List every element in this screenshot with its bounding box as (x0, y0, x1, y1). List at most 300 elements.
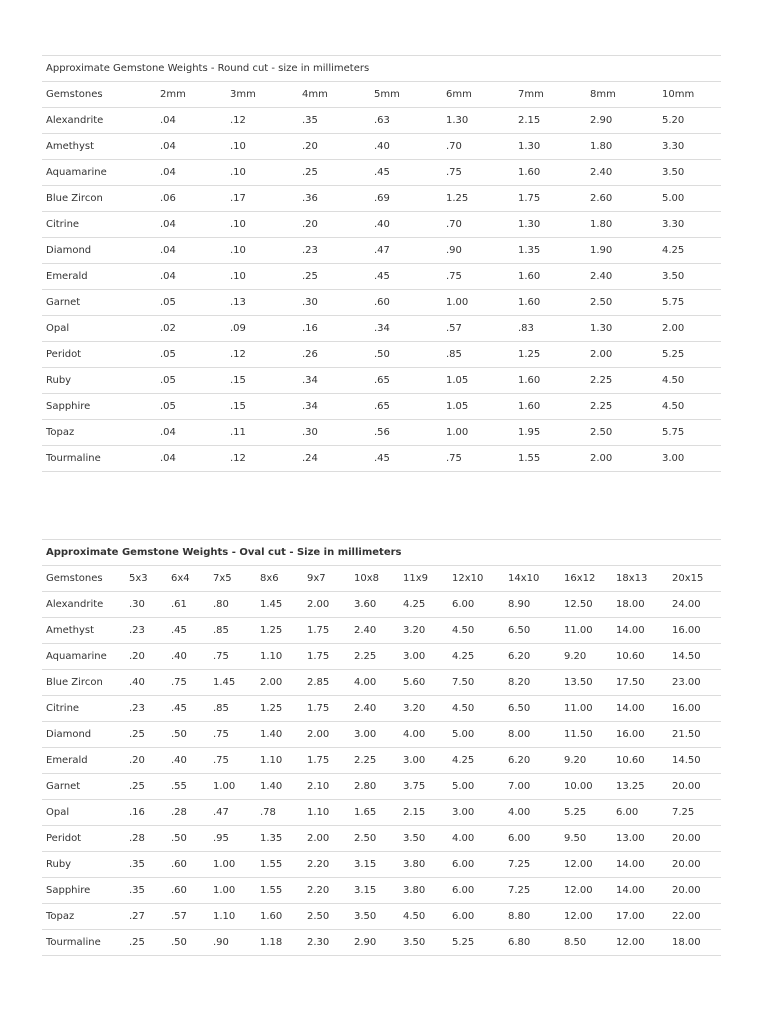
weight-cell: .10 (226, 160, 298, 186)
weight-cell: 2.25 (586, 368, 658, 394)
gemstone-name-cell: Garnet (42, 774, 125, 800)
size-column-header: 9x7 (303, 566, 350, 592)
weight-cell: .28 (125, 826, 167, 852)
weight-cell: 2.25 (350, 748, 399, 774)
weight-cell: .23 (125, 618, 167, 644)
size-column-header: 20x15 (668, 566, 721, 592)
table-row (42, 878, 721, 904)
weight-cell: 12.00 (560, 904, 612, 930)
weight-cell: .10 (226, 134, 298, 160)
weight-cell: .20 (298, 212, 370, 238)
gemstone-name-cell: Citrine (42, 696, 125, 722)
table-row (42, 696, 721, 722)
weight-cell: 1.25 (256, 618, 303, 644)
weight-cell: 9.20 (560, 644, 612, 670)
weight-cell: .90 (209, 930, 256, 956)
weight-cell: 1.75 (303, 618, 350, 644)
weight-cell: 5.00 (658, 186, 721, 212)
weight-cell: 3.30 (658, 134, 721, 160)
gemstone-name-cell: Emerald (42, 264, 156, 290)
weight-cell: 5.25 (658, 342, 721, 368)
weight-cell: .30 (298, 290, 370, 316)
round-cut-weights-table (42, 55, 721, 472)
gemstone-name-cell: Tourmaline (42, 446, 156, 472)
table-row (42, 618, 721, 644)
weight-cell: 1.25 (256, 696, 303, 722)
weight-cell: .63 (370, 108, 442, 134)
weight-cell: 4.50 (448, 618, 504, 644)
weight-cell: 1.60 (514, 160, 586, 186)
weight-cell: .35 (298, 108, 370, 134)
weight-cell: 6.00 (448, 878, 504, 904)
weight-cell: 4.25 (448, 644, 504, 670)
gemstone-name-cell: Alexandrite (42, 108, 156, 134)
weight-cell: 1.75 (303, 696, 350, 722)
weight-cell: .34 (298, 394, 370, 420)
weight-cell: 9.50 (560, 826, 612, 852)
weight-cell: .47 (370, 238, 442, 264)
gemstone-name-cell: Opal (42, 800, 125, 826)
size-column-header: 6mm (442, 82, 514, 108)
weight-cell: .16 (298, 316, 370, 342)
size-column-header: 6x4 (167, 566, 209, 592)
weight-cell: 2.90 (586, 108, 658, 134)
weight-cell: .25 (298, 160, 370, 186)
weight-cell: 3.00 (399, 644, 448, 670)
table-row (42, 826, 721, 852)
weight-cell: .28 (167, 800, 209, 826)
table-row (42, 316, 721, 342)
weight-cell: 1.35 (256, 826, 303, 852)
header-row (42, 82, 721, 108)
table-row (42, 446, 721, 472)
table-row (42, 722, 721, 748)
size-column-header: 10mm (658, 82, 721, 108)
weight-cell: .85 (442, 342, 514, 368)
weight-cell: 3.50 (658, 264, 721, 290)
weight-cell: 2.10 (303, 774, 350, 800)
weight-cell: 13.25 (612, 774, 668, 800)
weight-cell: .04 (156, 160, 226, 186)
round-cut-table-title: Approximate Gemstone Weights - Round cut - size in millimeters (42, 55, 721, 82)
weight-cell: .57 (442, 316, 514, 342)
weight-cell: 1.75 (303, 644, 350, 670)
header-row (42, 566, 721, 592)
oval-cut-weights-table (42, 539, 721, 956)
gemstone-name-cell: Opal (42, 316, 156, 342)
weight-cell: 11.00 (560, 696, 612, 722)
weight-cell: .75 (442, 446, 514, 472)
weight-cell: .23 (298, 238, 370, 264)
gemstone-name-cell: Blue Zircon (42, 670, 125, 696)
weight-cell: 17.00 (612, 904, 668, 930)
weight-cell: .25 (125, 774, 167, 800)
weight-cell: .15 (226, 394, 298, 420)
weight-cell: 5.25 (448, 930, 504, 956)
weight-cell: 12.50 (560, 592, 612, 618)
weight-cell: 1.35 (514, 238, 586, 264)
size-column-header: 18x13 (612, 566, 668, 592)
weight-cell: .60 (370, 290, 442, 316)
weight-cell: 1.10 (256, 748, 303, 774)
weight-cell: 5.20 (658, 108, 721, 134)
weight-cell: 2.40 (350, 696, 399, 722)
weight-cell: .75 (209, 722, 256, 748)
weight-cell: 1.55 (514, 446, 586, 472)
weight-cell: 2.60 (586, 186, 658, 212)
weight-cell: 1.30 (586, 316, 658, 342)
table-row (42, 904, 721, 930)
oval-cut-table-title: Approximate Gemstone Weights - Oval cut - Size in millimeters (42, 539, 721, 566)
weight-cell: 14.00 (612, 878, 668, 904)
size-column-header: 11x9 (399, 566, 448, 592)
weight-cell: .23 (125, 696, 167, 722)
weight-cell: 5.75 (658, 290, 721, 316)
weight-cell: .75 (209, 748, 256, 774)
weight-cell: 4.50 (399, 904, 448, 930)
gemstone-name-cell: Sapphire (42, 878, 125, 904)
weight-cell: .20 (125, 748, 167, 774)
weight-cell: 12.00 (560, 852, 612, 878)
weight-cell: .13 (226, 290, 298, 316)
weight-cell: 6.00 (504, 826, 560, 852)
weight-cell: 10.60 (612, 748, 668, 774)
table-row (42, 930, 721, 956)
weight-cell: 2.85 (303, 670, 350, 696)
gemstone-name-cell: Alexandrite (42, 592, 125, 618)
weight-cell: 5.00 (448, 722, 504, 748)
weight-cell: 6.00 (448, 592, 504, 618)
weight-cell: 1.10 (209, 904, 256, 930)
weight-cell: 3.50 (350, 904, 399, 930)
table-row (42, 852, 721, 878)
weight-cell: 5.25 (560, 800, 612, 826)
weight-cell: .35 (125, 852, 167, 878)
weight-cell: 1.60 (514, 264, 586, 290)
table-row (42, 264, 721, 290)
weight-cell: 1.00 (209, 774, 256, 800)
weight-cell: 4.00 (399, 722, 448, 748)
weight-cell: .40 (167, 644, 209, 670)
weight-cell: .04 (156, 238, 226, 264)
weight-cell: 3.50 (658, 160, 721, 186)
weight-cell: .25 (125, 930, 167, 956)
table-row (42, 368, 721, 394)
weight-cell: 3.50 (399, 826, 448, 852)
weight-cell: .15 (226, 368, 298, 394)
weight-cell: .40 (370, 134, 442, 160)
weight-cell: 20.00 (668, 878, 721, 904)
weight-cell: 3.20 (399, 696, 448, 722)
weight-cell: 2.40 (586, 264, 658, 290)
weight-cell: 2.00 (303, 592, 350, 618)
weight-cell: 7.00 (504, 774, 560, 800)
gemstone-column-header: Gemstones (42, 82, 156, 108)
weight-cell: .40 (370, 212, 442, 238)
weight-cell: .26 (298, 342, 370, 368)
weight-cell: .12 (226, 108, 298, 134)
weight-cell: 23.00 (668, 670, 721, 696)
weight-cell: 1.65 (350, 800, 399, 826)
weight-cell: .16 (125, 800, 167, 826)
weight-cell: 1.18 (256, 930, 303, 956)
gemstone-name-cell: Sapphire (42, 394, 156, 420)
weight-cell: 6.20 (504, 644, 560, 670)
weight-cell: .45 (167, 696, 209, 722)
size-column-header: 3mm (226, 82, 298, 108)
weight-cell: 14.50 (668, 644, 721, 670)
weight-cell: 1.00 (442, 420, 514, 446)
gemstone-name-cell: Emerald (42, 748, 125, 774)
weight-cell: .02 (156, 316, 226, 342)
table-row (42, 160, 721, 186)
weight-cell: 14.00 (612, 696, 668, 722)
size-column-header: 12x10 (448, 566, 504, 592)
weight-cell: 3.30 (658, 212, 721, 238)
weight-cell: 8.50 (560, 930, 612, 956)
weight-cell: 20.00 (668, 826, 721, 852)
size-column-header: 8x6 (256, 566, 303, 592)
weight-cell: .85 (209, 696, 256, 722)
weight-cell: .95 (209, 826, 256, 852)
weight-cell: .85 (209, 618, 256, 644)
weight-cell: 6.00 (612, 800, 668, 826)
table-row (42, 394, 721, 420)
weight-cell: 1.75 (303, 748, 350, 774)
weight-cell: 2.90 (350, 930, 399, 956)
weight-cell: .70 (442, 134, 514, 160)
weight-cell: 1.40 (256, 722, 303, 748)
table-row (42, 420, 721, 446)
weight-cell: 1.00 (209, 878, 256, 904)
weight-cell: 6.00 (448, 904, 504, 930)
weight-cell: 3.00 (658, 446, 721, 472)
weight-cell: 13.00 (612, 826, 668, 852)
weight-cell: .70 (442, 212, 514, 238)
weight-cell: 1.60 (256, 904, 303, 930)
weight-cell: 16.00 (668, 618, 721, 644)
gemstone-name-cell: Diamond (42, 238, 156, 264)
weight-cell: .45 (167, 618, 209, 644)
weight-cell: .50 (167, 930, 209, 956)
weight-cell: .17 (226, 186, 298, 212)
weight-cell: .75 (167, 670, 209, 696)
weight-cell: .20 (298, 134, 370, 160)
weight-cell: 7.25 (668, 800, 721, 826)
weight-cell: .25 (125, 722, 167, 748)
weight-cell: 1.25 (442, 186, 514, 212)
weight-cell: 1.30 (442, 108, 514, 134)
weight-cell: .61 (167, 592, 209, 618)
weight-cell: 1.25 (514, 342, 586, 368)
weight-cell: 12.00 (612, 930, 668, 956)
weight-cell: .75 (209, 644, 256, 670)
weight-cell: 1.10 (256, 644, 303, 670)
weight-cell: 11.00 (560, 618, 612, 644)
weight-cell: 3.00 (448, 800, 504, 826)
weight-cell: 2.30 (303, 930, 350, 956)
gemstone-column-header: Gemstones (42, 566, 125, 592)
weight-cell: 16.00 (612, 722, 668, 748)
weight-cell: .60 (167, 852, 209, 878)
weight-cell: 2.20 (303, 852, 350, 878)
table-row (42, 592, 721, 618)
size-column-header: 4mm (298, 82, 370, 108)
weight-cell: 2.80 (350, 774, 399, 800)
gemstone-name-cell: Amethyst (42, 134, 156, 160)
weight-cell: 18.00 (612, 592, 668, 618)
weight-cell: 11.50 (560, 722, 612, 748)
weight-cell: 21.50 (668, 722, 721, 748)
weight-cell: 3.75 (399, 774, 448, 800)
weight-cell: 8.00 (504, 722, 560, 748)
table-row (42, 212, 721, 238)
weight-cell: 2.00 (256, 670, 303, 696)
weight-cell: .57 (167, 904, 209, 930)
weight-cell: 2.50 (350, 826, 399, 852)
weight-cell: .11 (226, 420, 298, 446)
gemstone-name-cell: Topaz (42, 904, 125, 930)
weight-cell: 3.15 (350, 878, 399, 904)
weight-cell: 24.00 (668, 592, 721, 618)
table-row (42, 800, 721, 826)
weight-cell: 1.05 (442, 394, 514, 420)
weight-cell: .75 (442, 160, 514, 186)
weight-cell: .55 (167, 774, 209, 800)
size-column-header: 7x5 (209, 566, 256, 592)
weight-cell: 1.95 (514, 420, 586, 446)
size-column-header: 10x8 (350, 566, 399, 592)
weight-cell: 2.00 (586, 446, 658, 472)
weight-cell: .10 (226, 212, 298, 238)
gemstone-name-cell: Blue Zircon (42, 186, 156, 212)
weight-cell: 4.00 (504, 800, 560, 826)
weight-cell: 6.50 (504, 696, 560, 722)
weight-cell: 2.40 (350, 618, 399, 644)
weight-cell: 1.90 (586, 238, 658, 264)
weight-cell: .56 (370, 420, 442, 446)
weight-cell: 1.00 (209, 852, 256, 878)
weight-cell: 7.25 (504, 852, 560, 878)
weight-cell: .30 (298, 420, 370, 446)
weight-cell: 1.45 (256, 592, 303, 618)
gemstone-name-cell: Ruby (42, 852, 125, 878)
gemstone-name-cell: Garnet (42, 290, 156, 316)
table-row (42, 748, 721, 774)
weight-cell: 5.75 (658, 420, 721, 446)
weight-cell: 4.50 (448, 696, 504, 722)
weight-cell: .65 (370, 368, 442, 394)
weight-cell: 14.00 (612, 618, 668, 644)
weight-cell: 2.50 (586, 290, 658, 316)
weight-cell: 1.45 (209, 670, 256, 696)
weight-cell: 13.50 (560, 670, 612, 696)
weight-cell: 2.25 (586, 394, 658, 420)
weight-cell: 14.00 (612, 852, 668, 878)
weight-cell: .12 (226, 342, 298, 368)
oval-cut-table-header (42, 566, 721, 592)
weight-cell: 1.05 (442, 368, 514, 394)
weight-cell: .40 (167, 748, 209, 774)
weight-cell: 1.30 (514, 134, 586, 160)
gemstone-name-cell: Aquamarine (42, 644, 125, 670)
weight-cell: .45 (370, 264, 442, 290)
size-column-header: 8mm (586, 82, 658, 108)
table-row (42, 186, 721, 212)
weight-cell: 1.80 (586, 134, 658, 160)
table-row (42, 342, 721, 368)
weight-cell: .05 (156, 342, 226, 368)
weight-cell: .34 (370, 316, 442, 342)
weight-cell: .10 (226, 264, 298, 290)
weight-cell: 1.75 (514, 186, 586, 212)
weight-cell: 6.00 (448, 852, 504, 878)
weight-cell: .69 (370, 186, 442, 212)
weight-cell: 4.25 (399, 592, 448, 618)
table-row (42, 644, 721, 670)
weight-cell: 2.00 (586, 342, 658, 368)
weight-cell: 8.80 (504, 904, 560, 930)
size-column-header: 5x3 (125, 566, 167, 592)
size-column-header: 16x12 (560, 566, 612, 592)
weight-cell: 2.00 (303, 826, 350, 852)
table-row (42, 290, 721, 316)
weight-cell: 6.50 (504, 618, 560, 644)
weight-cell: 3.80 (399, 878, 448, 904)
weight-cell: 10.60 (612, 644, 668, 670)
weight-cell: .24 (298, 446, 370, 472)
weight-cell: 9.20 (560, 748, 612, 774)
weight-cell: .05 (156, 394, 226, 420)
weight-cell: .36 (298, 186, 370, 212)
weight-cell: 2.15 (399, 800, 448, 826)
gemstone-name-cell: Topaz (42, 420, 156, 446)
weight-cell: 3.50 (399, 930, 448, 956)
weight-cell: .12 (226, 446, 298, 472)
weight-cell: 1.80 (586, 212, 658, 238)
table-row (42, 108, 721, 134)
weight-cell: .50 (370, 342, 442, 368)
weight-cell: 1.55 (256, 852, 303, 878)
weight-cell: 6.80 (504, 930, 560, 956)
weight-cell: .04 (156, 446, 226, 472)
weight-cell: 4.00 (350, 670, 399, 696)
weight-cell: .65 (370, 394, 442, 420)
weight-cell: 3.00 (399, 748, 448, 774)
gemstone-name-cell: Diamond (42, 722, 125, 748)
weight-cell: 2.00 (303, 722, 350, 748)
weight-cell: 14.50 (668, 748, 721, 774)
weight-cell: 22.00 (668, 904, 721, 930)
weight-cell: .09 (226, 316, 298, 342)
weight-cell: .04 (156, 108, 226, 134)
weight-cell: 5.60 (399, 670, 448, 696)
weight-cell: .60 (167, 878, 209, 904)
weight-cell: .27 (125, 904, 167, 930)
weight-cell: .50 (167, 722, 209, 748)
weight-cell: 3.20 (399, 618, 448, 644)
round-cut-table-header (42, 82, 721, 108)
weight-cell: 4.50 (658, 368, 721, 394)
weight-cell: .78 (256, 800, 303, 826)
weight-cell: .34 (298, 368, 370, 394)
weight-cell: .10 (226, 238, 298, 264)
weight-cell: 2.15 (514, 108, 586, 134)
weight-cell: 1.00 (442, 290, 514, 316)
weight-cell: 3.00 (350, 722, 399, 748)
gemstone-name-cell: Tourmaline (42, 930, 125, 956)
gemstone-name-cell: Peridot (42, 826, 125, 852)
